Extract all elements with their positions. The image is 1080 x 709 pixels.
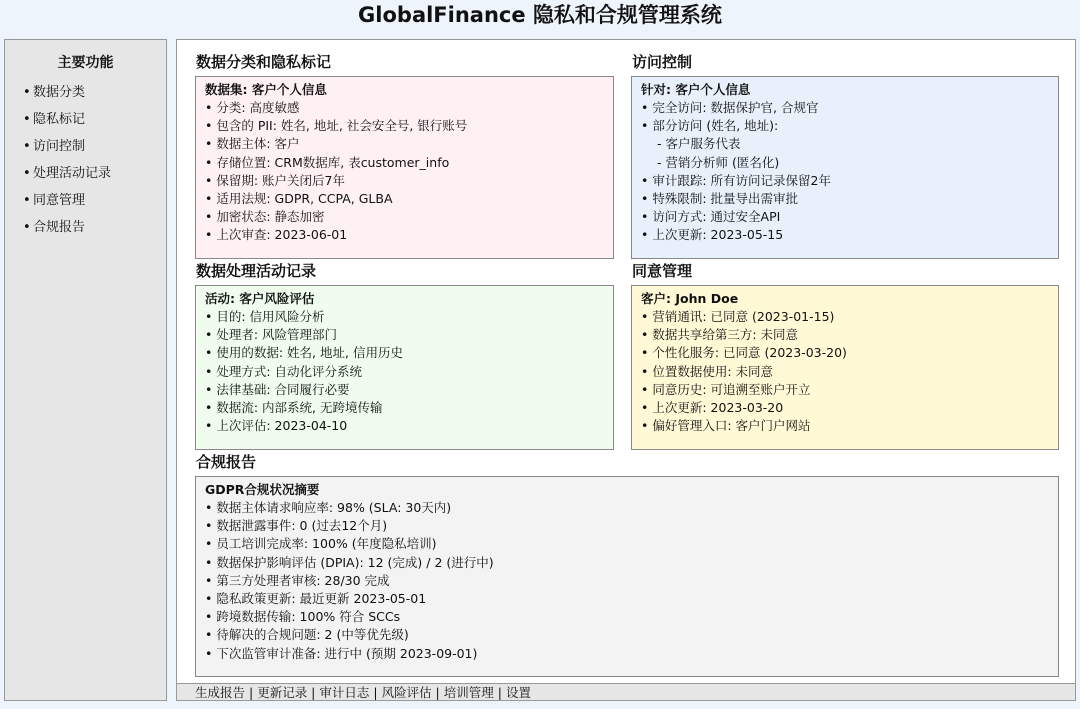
section-title-processing: 数据处理活动记录: [196, 262, 317, 280]
list-item: • 数据主体: 客户: [205, 136, 300, 152]
section-title-access-control: 访问控制: [632, 53, 693, 71]
access-control-card: [631, 76, 1059, 259]
card-heading: 活动: 客户风险评估: [205, 291, 315, 306]
list-item: • 数据流: 内部系统, 无跨境传输: [205, 400, 383, 416]
card-heading: 针对: 客户个人信息: [641, 82, 751, 97]
sidebar-item-data-classification[interactable]: • 数据分类: [23, 85, 86, 100]
list-item: • 隐私政策更新: 最近更新 2023-05-01: [205, 591, 427, 607]
list-item: • 包含的 PII: 姓名, 地址, 社会安全号, 银行账号: [205, 118, 468, 134]
list-item: • 下次监管审计准备: 进行中 (预期 2023-09-01): [205, 645, 478, 661]
settings-link[interactable]: 设置: [505, 685, 531, 700]
list-item: • 位置数据使用: 未同意: [641, 363, 774, 379]
processing-card: [195, 285, 614, 450]
sidebar-item-label: 隐私标记: [33, 112, 86, 127]
risk-assessment-link[interactable]: 风险评估: [381, 685, 432, 700]
list-item: • 上次评估: 2023-04-10: [205, 418, 348, 434]
list-item: • 数据主体请求响应率: 98% (SLA: 30天内): [205, 500, 452, 515]
list-item: • 待解决的合规问题: 2 (中等优先级): [205, 627, 409, 643]
sidebar-item-privacy-tagging[interactable]: • 隐私标记: [23, 112, 86, 127]
list-item: • 上次更新: 2023-05-15: [641, 227, 784, 243]
list-item: • 处理者: 风险管理部门: [205, 327, 338, 343]
training-management-link[interactable]: 培训管理: [443, 685, 494, 700]
list-item: • 第三方处理者审核: 28/30 完成: [205, 572, 390, 588]
list-item: • 特殊限制: 批量导出需审批: [641, 191, 799, 207]
audit-log-link[interactable]: 审计日志: [319, 685, 370, 700]
sidebar-item-label: 合规报告: [33, 220, 86, 235]
sidebar-item-consent-management[interactable]: • 同意管理: [23, 193, 86, 208]
sidebar-item-compliance-report[interactable]: • 合规报告: [23, 220, 86, 235]
footer-bar: [177, 683, 1075, 700]
footer-separator: |: [431, 685, 444, 700]
list-item: • 保留期: 账户关闭后7年: [205, 172, 345, 188]
update-log-link[interactable]: 更新记录: [257, 685, 308, 700]
sidebar: [4, 39, 167, 701]
list-item: • 偏好管理入口: 客户门户网站: [641, 418, 811, 434]
app-title: GlobalFinance 隐私和合规管理系统: [358, 3, 722, 27]
section-title-compliance-report: 合规报告: [196, 453, 257, 471]
list-item: • 完全访问: 数据保护官, 合规官: [641, 100, 819, 115]
sidebar-item-processing-records[interactable]: • 处理活动记录: [23, 166, 112, 181]
list-item: • 同意历史: 可追溯至账户开立: [641, 381, 811, 397]
list-item: • 上次审查: 2023-06-01: [205, 227, 348, 243]
list-item: • 跨境数据传输: 100% 符合 SCCs: [205, 609, 401, 625]
footer-separator: |: [369, 685, 382, 700]
classification-card: [195, 76, 614, 259]
sidebar-item-access-control[interactable]: • 访问控制: [23, 139, 86, 154]
list-item: • 处理方式: 自动化评分系统: [205, 363, 363, 379]
sidebar-item-label: 数据分类: [33, 85, 86, 100]
list-item: • 数据共享给第三方: 未同意: [641, 327, 799, 343]
sidebar-title: 主要功能: [57, 55, 114, 71]
list-sub-item: - 客户服务代表: [657, 136, 741, 152]
list-item: • 加密状态: 静态加密: [205, 209, 325, 225]
list-item: • 员工培训完成率: 100% (年度隐私培训): [205, 536, 437, 552]
list-item: • 法律基础: 合同履行必要: [205, 381, 350, 397]
list-item: • 营销通讯: 已同意 (2023-01-15): [641, 309, 835, 324]
consent-card: [631, 285, 1059, 450]
sidebar-item-label: 同意管理: [33, 193, 86, 208]
list-item: • 数据保护影响评估 (DPIA): 12 (完成) / 2 (进行中): [205, 554, 494, 570]
list-item: • 适用法规: GDPR, CCPA, GLBA: [205, 191, 393, 207]
card-heading: 数据集: 客户个人信息: [205, 82, 327, 97]
main-panel: [176, 39, 1076, 701]
list-item: • 审计跟踪: 所有访问记录保留2年: [641, 172, 831, 188]
list-sub-item: - 营销分析师 (匿名化): [657, 154, 780, 170]
compliance-report-card: [195, 476, 1059, 677]
generate-report-link[interactable]: 生成报告: [195, 685, 246, 700]
card-heading: GDPR合规状况摘要: [205, 482, 320, 497]
list-item: • 存储位置: CRM数据库, 表customer_info: [205, 154, 450, 170]
list-item: • 上次更新: 2023-03-20: [641, 400, 784, 416]
card-heading: 客户: John Doe: [641, 291, 739, 306]
section-title-consent: 同意管理: [632, 262, 693, 280]
sidebar-item-label: 处理活动记录: [33, 166, 112, 181]
list-item: • 使用的数据: 姓名, 地址, 信用历史: [205, 345, 403, 361]
sidebar-item-label: 访问控制: [33, 139, 86, 154]
list-item: • 访问方式: 通过安全API: [641, 209, 781, 225]
list-item: • 分类: 高度敏感: [205, 100, 300, 115]
footer-separator: |: [307, 685, 320, 700]
footer-separator: |: [245, 685, 258, 700]
list-item: • 个性化服务: 已同意 (2023-03-20): [641, 345, 847, 361]
list-item: • 部分访问 (姓名, 地址):: [641, 118, 779, 134]
section-title-classification: 数据分类和隐私标记: [196, 53, 332, 71]
list-item: • 数据泄露事件: 0 (过去12个月): [205, 518, 388, 534]
list-item: • 目的: 信用风险分析: [205, 309, 325, 324]
sidebar-menu: [5, 79, 166, 241]
footer-separator: |: [493, 685, 506, 700]
